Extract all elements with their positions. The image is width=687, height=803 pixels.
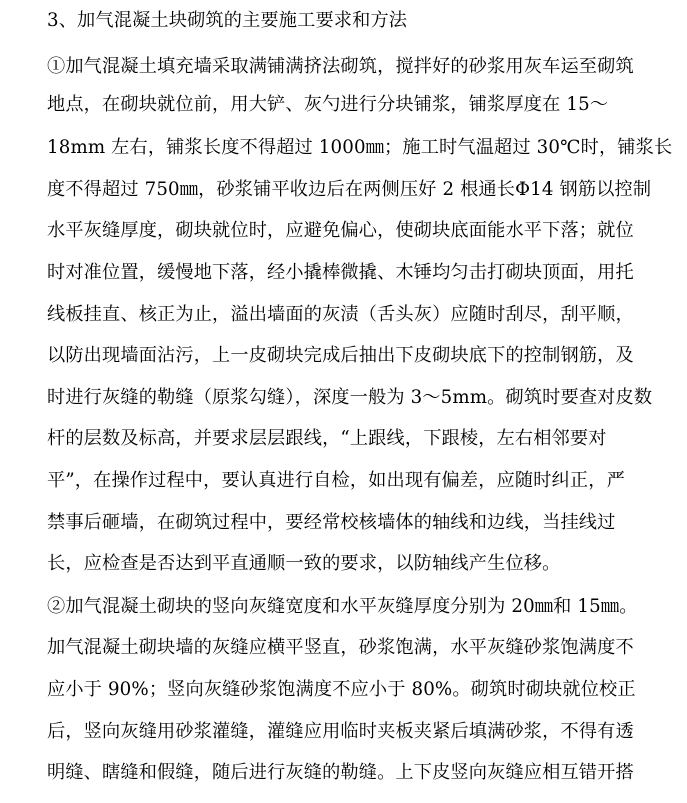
paragraph-2-line-5: 明缝、瞎缝和假缝，随后进行灰缝的勒缝。上下皮竖向灰缝应相互错开搭 — [47, 762, 634, 783]
paragraph-2-line-3: 应小于 90%；竖向灰缝砂浆饱满度不应小于 80%。砌筑时砌块就位校正 — [47, 679, 636, 700]
paragraph-1-line-12: 禁事后砸墙，在砌筑过程中，要经常校核墙体的轴线和边线，当挂线过 — [47, 512, 616, 533]
paragraph-1-line-5: 水平灰缝厚度，砌块就位时，应避免偏心，使砌块底面能水平下落；就位 — [47, 220, 634, 241]
paragraph-1-line-9: 时进行灰缝的勒缝（原浆勾缝），深度一般为 3～5mm。砌筑时要查对皮数 — [47, 387, 653, 408]
paragraph-1-line-7: 线板挂直、核正为止，溢出墙面的灰渍（舌头灰）应随时刮尽，刮平顺， — [47, 304, 634, 325]
paragraph-1-line-13: 长，应检查是否达到平直通顺一致的要求，以防轴线产生位移。 — [47, 553, 561, 574]
paragraph-1-line-1: ①加气混凝土填充墙采取满铺满挤法砌筑，搅拌好的砂浆用灰车运至砌筑 — [47, 56, 634, 77]
paragraph-2-line-4: 后，竖向灰缝用砂浆灌缝，灌缝应用临时夹板夹紧后填满砂浆，不得有透 — [47, 721, 634, 742]
paragraph-1-line-4: 度不得超过 750㎜，砂浆铺平收边后在两侧压好 2 根通长Φ14 钢筋以控制 — [47, 179, 652, 200]
paragraph-1-line-10: 杆的层数及标高，并要求层层跟线，“上跟线，下跟棱，左右相邻要对 — [47, 428, 607, 449]
paragraph-2-line-1: ②加气混凝土砌块的竖向灰缝宽度和水平灰缝厚度分别为 20㎜和 15㎜。 — [47, 596, 638, 617]
paragraph-1-line-8: 以防出现墙面沾污，上一皮砌块完成后抽出下皮砌块底下的控制钢筋，及 — [47, 345, 634, 366]
section-heading: 3、加气混凝土块砌筑的主要施工要求和方法 — [47, 10, 408, 31]
paragraph-1-line-6: 时对准位置，缓慢地下落，经小撬棒微撬、木锤均匀击打砌块顶面，用托 — [47, 262, 634, 283]
paragraph-1-line-11: 平”，在操作过程中，要认真进行自检，如出现有偏差，应随时纠正，严 — [47, 470, 625, 491]
paragraph-2-line-2: 加气混凝土砌块墙的灰缝应横平竖直，砂浆饱满，水平灰缝砂浆饱满度不 — [47, 637, 634, 658]
paragraph-1-line-2: 地点，在砌块就位前，用大铲、灰勺进行分块铺浆，铺浆厚度在 15～ — [47, 94, 609, 115]
paragraph-1-line-3: 18mm 左右，铺浆长度不得超过 1000㎜；施工时气温超过 30℃时，铺浆长 — [47, 137, 673, 158]
